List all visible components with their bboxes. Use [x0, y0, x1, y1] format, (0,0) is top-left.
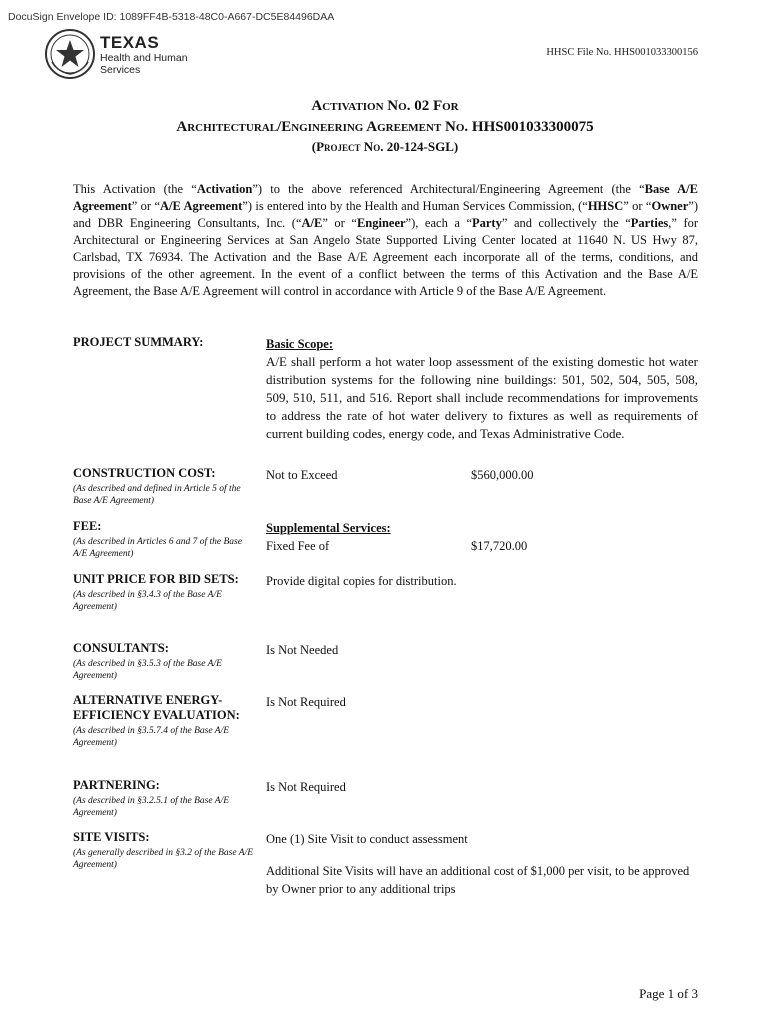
partnering-label: PARTNERING:: [73, 778, 160, 792]
site-visits-value2: Additional Site Visits will have an additional cost of $1,000 per visit, to be approved by Owner prior to any additional trips: [266, 864, 690, 896]
logo-name: TEXAS: [100, 33, 160, 52]
fee-amount: $17,720.00: [471, 539, 528, 553]
site-visits-label: SITE VISITS:: [73, 830, 150, 844]
texas-seal-icon: [44, 28, 96, 80]
basic-scope-heading: Basic Scope:: [266, 337, 334, 351]
alternative-energy-label: ALTERNATIVE ENERGY-EFFICIENCY EVALUATION:: [73, 693, 240, 722]
fee-note: (As described in Articles 6 and 7 of the Base A/E Agreement): [73, 537, 242, 559]
docusign-envelope-id: DocuSign Envelope ID: 1089FF4B-5318-48C0-A667-DC5E84496DAA: [8, 11, 335, 23]
construction-cost-label: CONSTRUCTION COST:: [73, 466, 216, 480]
title-line3: (Project No. 20-124-SGL): [311, 139, 459, 154]
construction-cost-amount: $560,000.00: [471, 468, 534, 482]
logo-line3: Services: [100, 64, 141, 76]
consultants-value: Is Not Needed: [266, 643, 339, 657]
site-visits-value1: One (1) Site Visit to conduct assessment: [266, 832, 468, 846]
consultants-note: (As described in §3.5.3 of the Base A/E Agreement): [73, 659, 222, 681]
construction-cost-note: (As described and defined in Article 5 of the Base A/E Agreement): [73, 484, 241, 506]
supplemental-services-heading: Supplemental Services:: [266, 521, 391, 535]
logo-line2: Health and Human: [100, 52, 188, 64]
intro-paragraph: This Activation (the “Activation”) to the above referenced Architectural/Engineering Agreement (the “Base A/E Agreement” or “A/E Agreement”) is entered into by the Health and Human Services Commission, (“HHSC” or “Owner”) and DBR Engineering Consultants, Inc. (“A/E” or “Engineer”), each a “Party” and collectively the “Parties,” for Architectural or Engineering Services at San Angelo State Supported Living Center located at 11640 N. US Hwy 87, Carlsbad, TX 76934. The Activation and the Base A/E Agreement each incorporate all of the terms, conditions, and provisions of the other agreement. In the event of a conflict between the terms of this Activation and the Base A/E Agreement, the Base A/E Agreement will control in accordance with Article 9 of the Base A/E Agreement.: [73, 182, 699, 298]
basic-scope-text: A/E shall perform a hot water loop assessment of the existing domestic hot water distribution systems for the following nine buildings: 501, 502, 504, 505, 508, 509, 510, 511, and 516. Report shall include recommendations for improvements to address the rate of hot water delivery to fixtures as well as requirements of current building codes, energy code, and Texas Administrative Code.: [266, 354, 698, 441]
texas-hhs-logo: [44, 28, 194, 86]
fee-value: Fixed Fee of: [266, 539, 330, 553]
partnering-note: (As described in §3.2.5.1 of the Base A/E Agreement): [73, 796, 230, 818]
alternative-energy-note: (As described in §3.5.7.4 of the Base A/E Agreement): [73, 726, 230, 748]
site-visits-note: (As generally described in §3.2 of the Base A/E Agreement): [73, 848, 254, 870]
page-number: Page 1 of 3: [639, 986, 698, 1001]
alternative-energy-value: Is Not Required: [266, 695, 346, 709]
hhsc-file-number: HHSC File No. HHS001033300156: [546, 47, 698, 58]
unit-price-value: Provide digital copies for distribution.: [266, 574, 457, 588]
partnering-value: Is Not Required: [266, 780, 346, 794]
unit-price-note: (As described in §3.4.3 of the Base A/E Agreement): [73, 590, 222, 612]
fee-label: FEE:: [73, 519, 102, 533]
title-line2: Architectural/Engineering Agreement No. HHS001033300075: [176, 119, 594, 135]
consultants-label: CONSULTANTS:: [73, 641, 169, 655]
construction-cost-value: Not to Exceed: [266, 468, 338, 482]
title-line1: Activation No. 02 For: [311, 98, 459, 114]
project-summary-label: PROJECT SUMMARY:: [73, 335, 204, 349]
unit-price-label: UNIT PRICE FOR BID SETS:: [73, 572, 239, 586]
